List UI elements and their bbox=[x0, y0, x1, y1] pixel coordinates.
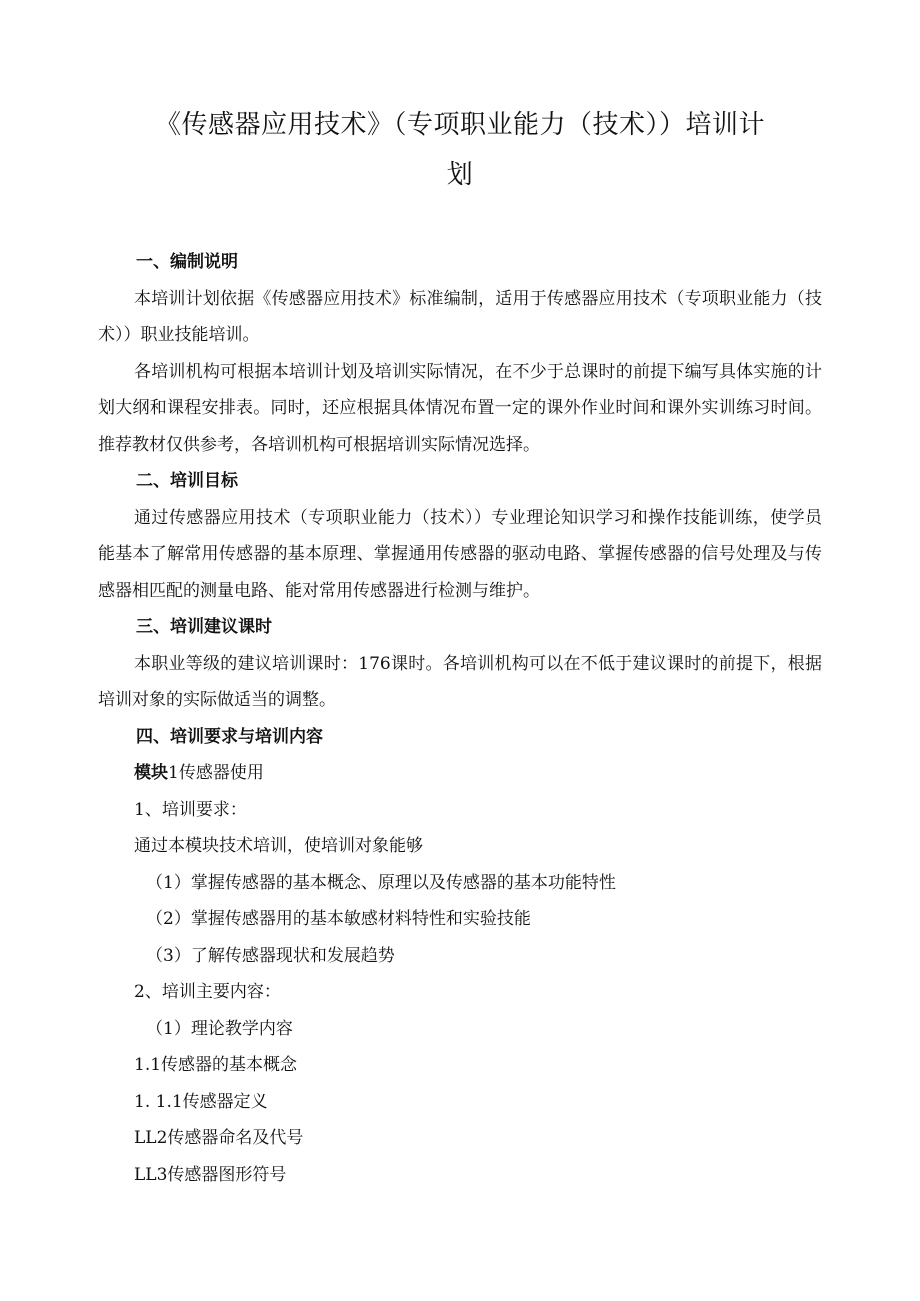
requirement-item: （3）了解传感器现状和发展趋势 bbox=[146, 945, 395, 966]
section-heading-4: 四、培训要求与培训内容 bbox=[136, 726, 323, 747]
module-1-title-bold: 模块 bbox=[134, 763, 168, 783]
section-3-paragraph-1: 本职业等级的建议培训课时：176课时。各培训机构可以在不低于建议课时的前提下，根据培训对象的实际做适当的调整。 bbox=[98, 653, 822, 710]
title-line-2: 划 bbox=[446, 160, 474, 190]
requirement-item: （1）掌握传感器的基本概念、原理以及传感器的基本功能特性 bbox=[146, 872, 616, 893]
content-item: LL2传感器命名及代号 bbox=[134, 1128, 304, 1148]
section-heading-3: 三、培训建议课时 bbox=[136, 617, 272, 637]
section-2-paragraph-1: 通过传感器应用技术（专项职业能力（技术））专业理论知识学习和操作技能训练，使学员能基本了解常用传感器的基本原理、掌握通用传感器的驱动电路、掌握传感器的信号处理及与传感器相匹配的测量电路、能对常用传感器进行检测与维护。 bbox=[98, 507, 822, 601]
module-1-requirements-intro: 通过本模块技术培训，使培训对象能够 bbox=[134, 836, 423, 856]
module-1-requirements-heading: 1、培训要求： bbox=[134, 799, 247, 820]
content-item: LL3传感器图形符号 bbox=[134, 1164, 287, 1185]
module-1-content-subheading: （1）理论教学内容 bbox=[146, 1018, 293, 1039]
document-title bbox=[100, 100, 820, 200]
content-item: 1.1传感器的基本概念 bbox=[134, 1055, 298, 1075]
module-1-content-heading: 2、培训主要内容： bbox=[134, 982, 281, 1002]
section-1-paragraph-2: 各培训机构可根据本培训计划及培训实际情况，在不少于总课时的前提下编写具体实施的计划大纲和课程安排表。同时，还应根据具体情况布置一定的课外作业时间和课外实训练习时间。推荐教材仅供参考，各培训机构可根据培训实际情况选择。 bbox=[98, 361, 822, 455]
section-heading-1: 一、编制说明 bbox=[136, 252, 238, 272]
section-1-paragraph-1: 本培训计划依据《传感器应用技术》标准编制，适用于传感器应用技术（专项职业能力（技术））职业技能培训。 bbox=[98, 288, 822, 345]
module-1-title bbox=[98, 755, 822, 792]
requirement-item: （2）掌握传感器用的基本敏感材料特性和实验技能 bbox=[146, 909, 531, 929]
document-body bbox=[98, 244, 822, 1193]
module-1-title-rest: 1传感器使用 bbox=[168, 763, 264, 783]
title-line-1: 《传感器应用技术》（专项职业能力（技术））培训计 bbox=[154, 110, 765, 140]
content-item: 1. 1.1传感器定义 bbox=[134, 1091, 268, 1112]
section-heading-2: 二、培训目标 bbox=[136, 471, 238, 491]
